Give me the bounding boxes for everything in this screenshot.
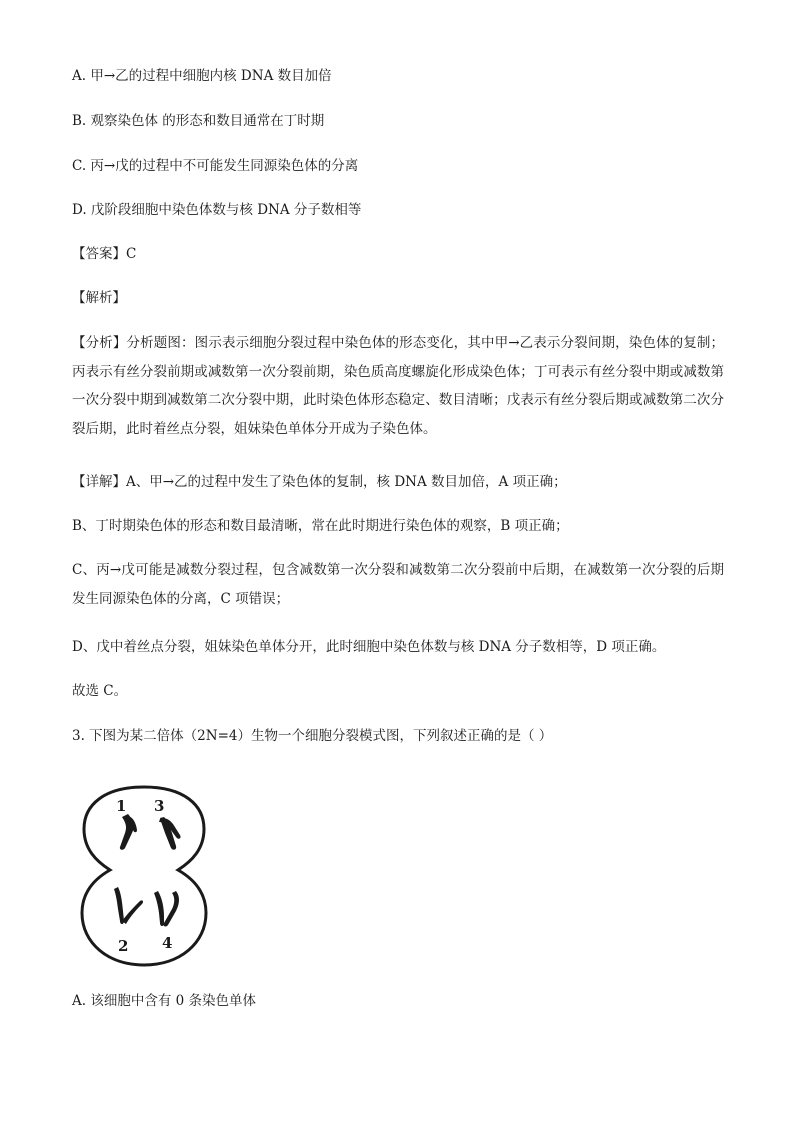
conclusion: 故选 C。 — [72, 683, 128, 699]
chromosome-4-right — [163, 891, 179, 926]
detail-a: 【详解】A、甲→乙的过程中发生了染色体的复制，核 DNA 数目加倍，A 项正确； — [72, 474, 567, 490]
analysis-fenxi-paragraph: 【分析】分析题图：图示表示细胞分裂过程中染色体的形态变化，其中甲→乙表示分裂间期，染色体的复制；丙表示有丝分裂前期或减数第一次分裂前期，染色质高度螺旋化形成染色体；丁可表示有丝分裂中期或减数第一次分裂中期到减数第二次分裂中期，此时染色体形态稳定、数目清晰；戊表示有丝分裂后期或减数第二次分裂后期，此时着丝点分裂，姐妹染色单体分开成为子染色体。 — [72, 335, 724, 437]
chromosome-4-left — [154, 891, 164, 926]
chromosome-2 — [114, 887, 124, 924]
label-2: 2 — [118, 937, 129, 955]
question-3-option-a: A. 该细胞中含有 0 条染色单体 — [72, 993, 257, 1009]
option-b: B. 观察染色体 的形态和数目通常在丁时期 — [72, 113, 325, 129]
option-c: C. 丙→戊的过程中不可能发生同源染色体的分离 — [72, 158, 359, 174]
analysis-heading: 【解析】 — [72, 290, 126, 306]
detail-d: D、戊中着丝点分裂，姐妹染色单体分开，此时细胞中染色体数与核 DNA 分子数相等，D 项正确。 — [72, 639, 666, 655]
answer-label: 【答案】 — [72, 246, 126, 262]
cell-division-figure — [80, 783, 208, 968]
detail-c-paragraph: C、丙→戊可能是减数分裂过程，包含减数第一次分裂和减数第二次分裂前中后期，在减数第一次分裂的后期发生同源染色体的分离，C 项错误； — [72, 562, 724, 607]
answer-value: C — [126, 246, 137, 262]
label-4: 4 — [162, 934, 173, 952]
chromosome-2-arm — [122, 900, 143, 924]
detail-b: B、丁时期染色体的形态和数目最清晰，常在此时期进行染色体的观察，B 项正确； — [72, 518, 569, 534]
cell-membrane — [82, 787, 206, 965]
option-a: A. 甲→乙的过程中细胞内核 DNA 数目加倍 — [72, 68, 332, 84]
question-3-stem: 3. 下图为某二倍体（2N=4）生物一个细胞分裂模式图，下列叙述正确的是（ ） — [72, 728, 553, 744]
option-d: D. 戊阶段细胞中染色体数与核 DNA 分子数相等 — [72, 202, 362, 218]
answer-line — [72, 244, 136, 264]
label-3: 3 — [154, 797, 165, 815]
label-1: 1 — [116, 797, 127, 815]
